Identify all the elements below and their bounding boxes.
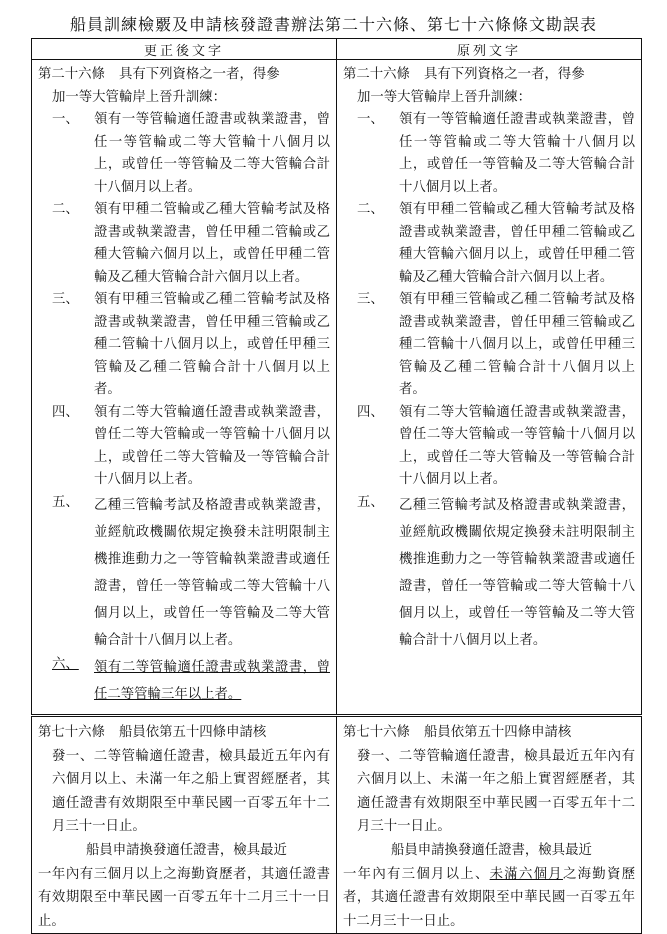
item-text: 領有甲種三管輪或乙種二管輪考試及格證書或執業證書，曾任甲種三管輪或乙種二管輪十八個月以上，或曾任甲種三管輪及乙種二管輪合計十八個月以上者。 [94, 292, 330, 397]
item-text: 領有甲種三管輪或乙種二管輪考試及格證書或執業證書，曾任甲種三管輪或乙種二管輪十八個月以上，或曾任甲種三管輪及乙種二管輪合計十八個月以上者。 [399, 292, 635, 397]
paragraph-text: 船員依第五十四條申請核 [118, 725, 267, 740]
item-number: 五、 [52, 494, 79, 510]
item-text: 領有二等大管輪適任證書或執業證書，曾任二等大管輪或一等管輪十八個月以上，或曾任二等大管輪及一等管輪合計十八個月以上者。 [399, 404, 635, 487]
header-row [32, 39, 642, 60]
article-number: 第七十六條 [38, 725, 105, 740]
list-item [343, 492, 635, 654]
article-26-original-cell [337, 60, 642, 716]
item-number: 一、 [357, 112, 384, 127]
article-26-revised-cell [32, 60, 337, 716]
article-26-original-intro [343, 64, 635, 87]
list-item-added [38, 654, 330, 708]
item-text: 領有甲種二管輪或乙種大管輪考試及格證書或執業證書，曾任甲種二管輪或乙種大管輪六個月以上，或曾任甲種二管輪及乙種大管輪合計六個月以上者。 [399, 202, 635, 285]
intro-text: 具有下列資格之一者，得參 [423, 67, 585, 82]
article-26-revised-intro [38, 64, 330, 87]
list-item [38, 492, 330, 654]
page-title: 船員訓練檢覈及申請核發證書辦法第二十六條、第七十六條條文勘誤表 [69, 15, 597, 34]
item-number: 四、 [52, 404, 79, 420]
underlined-phrase: 未滿六個月 [489, 866, 563, 882]
article-76-original-p1 [343, 721, 635, 745]
item-text: 領有二等大管輪適任證書或執業證書，曾任二等大管輪或一等管輪十八個月以上，或曾任二等大管輪及一等管輪合計十八個月以上者。 [94, 404, 330, 487]
paragraph-text-b: 之海勤資歷者，其適任證書有效期限至中華民國一百零五年十二月三十一日止。 [343, 866, 636, 929]
paragraph-continuation: 一年內有三個月以上之海勤資歷者，其適任證書有效期限至中華民國一百零五年十二月三十一日止。 [38, 866, 330, 929]
paragraph-continuation [343, 863, 635, 934]
item-number: 一、 [52, 112, 79, 127]
item-text: 領有甲種二管輪或乙種大管輪考試及格證書或執業證書，曾任甲種二管輪或乙種大管輪六個月以上，或曾任甲種二管輪及乙種大管輪合計六個月以上者。 [94, 202, 330, 285]
intro-text: 具有下列資格之一者，得參 [118, 67, 280, 82]
list-item [343, 109, 635, 199]
item-text: 乙種三管輪考試及格證書或執業證書，並經航政機關依規定換發未註明限制主機推進動力之一等管輪執業證書或適任證書，曾任一等管輪或二等大管輪十八個月以上，或曾任一等管輪及二等大管輪合計十八個月以上者。 [94, 497, 330, 648]
article-number: 第二十六條 [38, 67, 105, 82]
paragraph-continuation: 發一、二等管輪適任證書，檢具最近五年內有六個月以上、未滿一年之船上實習經歷者，其適任證書有效期限至中華民國一百零五年十二月三十一日止。 [357, 748, 635, 835]
header-original: 原列文字 [337, 39, 642, 60]
article-number: 第七十六條 [343, 725, 410, 740]
paragraph-text: 船員申請換發適任證書，檢具最近 [86, 842, 287, 858]
list-item [38, 289, 330, 402]
paragraph-continuation: 發一、二等管輪適任證書，檢具最近五年內有六個月以上、未滿一年之船上實習經歷者，其適任證書有效期限至中華民國一百零五年十二月三十一日止。 [52, 748, 330, 835]
paragraph-text: 船員申請換發適任證書，檢具最近 [391, 842, 592, 858]
article-76-original-cell [337, 716, 642, 934]
intro-continuation: 加一等大管輪岸上晉升訓練： [357, 89, 532, 105]
article-76-revised-p1 [38, 721, 330, 745]
list-item [38, 199, 330, 289]
item-number: 四、 [357, 404, 384, 420]
item-number: 二、 [52, 202, 79, 217]
article-number: 第二十六條 [343, 67, 410, 82]
list-item [343, 199, 635, 289]
list-item [38, 109, 330, 199]
item-text: 乙種三管輪考試及格證書或執業證書，並經航政機關依規定換發未註明限制主機推進動力之一等管輪執業證書或適任證書，曾任一等管輪或二等大管輪十八個月以上，或曾任一等管輪及二等大管輪合計十八個月以上者。 [399, 497, 635, 648]
item-text: 領有一等管輪適任證書或執業證書，曾任一等管輪或二等大管輪十八個月以上，或曾任一等管輪及二等大管輪合計十八個月以上者。 [399, 112, 635, 195]
list-item [38, 402, 330, 492]
item-number: 三、 [357, 292, 384, 307]
paragraph-text-a: 一年內有三個月以上、 [343, 866, 490, 882]
list-item [343, 289, 635, 402]
comparison-table [31, 38, 642, 934]
article-76-revised-cell [32, 716, 337, 934]
item-text: 領有二等管輪適任證書或執業證書，曾任二等管輪三年以上者。 [94, 659, 330, 702]
item-number: 三、 [52, 292, 79, 307]
article-76-row [32, 716, 642, 934]
item-number: 二、 [357, 202, 384, 217]
header-revised: 更正後文字 [32, 39, 337, 60]
list-item [343, 402, 635, 492]
item-number: 六、 [52, 656, 79, 672]
article-26-row [32, 60, 642, 716]
intro-continuation: 加一等大管輪岸上晉升訓練： [52, 89, 227, 105]
paragraph-text: 船員依第五十四條申請核 [423, 725, 572, 740]
item-text: 領有一等管輪適任證書或執業證書，曾任一等管輪或二等大管輪十八個月以上，或曾任一等管輪及二等大管輪合計十八個月以上者。 [94, 112, 330, 195]
item-number: 五、 [357, 494, 384, 510]
